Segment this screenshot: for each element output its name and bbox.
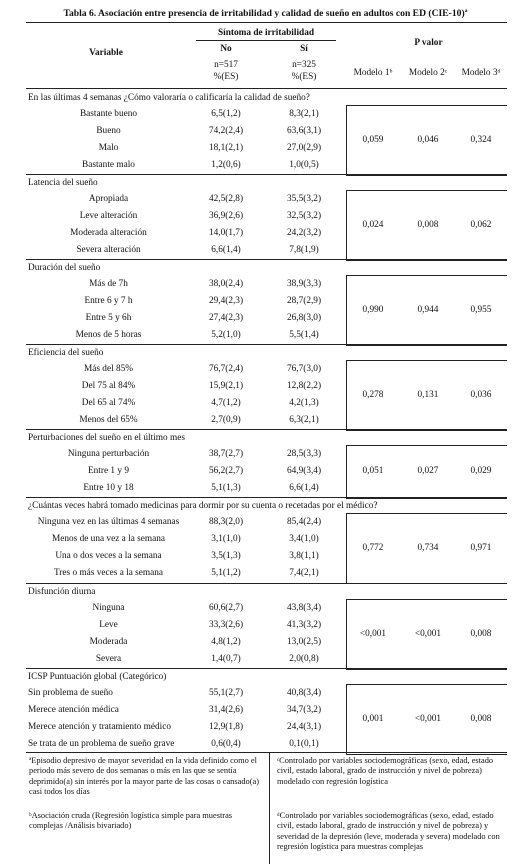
cell-si: 5,5(1,4): [289, 330, 319, 340]
cell-si: 4,2(1,3): [289, 398, 319, 408]
row-label: Sin problema de sueño: [28, 688, 113, 698]
p-box-bottom: [346, 345, 507, 346]
p-box-bottom: [346, 669, 507, 670]
p-box-left: [346, 513, 347, 583]
header-si-es: %(ES): [291, 72, 317, 82]
cell-no: 15,9(2,1): [208, 381, 244, 391]
cell-si: 85,4(2,4): [286, 517, 322, 527]
p-value-modelo1: 0,001: [362, 713, 384, 724]
p-box-left: [346, 105, 347, 175]
cell-si: 7,4(2,1): [289, 568, 319, 578]
p-value-modelo1: 0,024: [362, 219, 384, 230]
header-si: Sí: [300, 44, 308, 54]
p-value-modelo3: 0,324: [470, 134, 492, 145]
p-value-modelo2: 0,027: [417, 466, 439, 476]
row-label: Bueno: [96, 126, 121, 136]
p-value-modelo1: 0,772: [362, 542, 384, 553]
cell-no: 42,5(2,8): [208, 194, 244, 204]
header-modelo3: Modelo 3ᵈ: [461, 68, 501, 78]
cell-no: 31,4(2,6): [208, 705, 244, 715]
row-label: Entre 10 y 18: [83, 483, 134, 493]
p-value-modelo1: 0,059: [362, 134, 384, 145]
cell-si: 6,6(1,4): [289, 483, 319, 493]
row-label: Merece atención y tratamiento médico: [28, 722, 172, 732]
section-title: Duración del sueño: [28, 263, 101, 273]
section-title: En las últimas 4 semanas ¿Cómo valoraría o calificaría la calidad de sueño?: [28, 93, 310, 103]
cell-si: 28,7(2,9): [286, 296, 322, 306]
section-rule: [26, 668, 507, 669]
cell-no: 6,5(1,2): [211, 109, 241, 119]
cell-si: 26,8(3,0): [286, 313, 322, 323]
section-rule: [26, 174, 507, 175]
cell-no: 4,8(1,2): [211, 637, 241, 647]
p-value-modelo1: <0,001: [359, 628, 387, 639]
section-title: Eficiencia del sueño: [28, 348, 104, 358]
cell-no: 18,1(2,1): [208, 143, 244, 153]
p-box-top: [346, 445, 507, 446]
cell-si: 7,8(1,9): [289, 245, 319, 255]
header-modelo2: Modelo 2ᶜ: [408, 68, 448, 78]
cell-si: 12,8(2,2): [286, 381, 322, 391]
header-si-n: n=325: [292, 60, 316, 70]
rule-header-bottom: [26, 88, 507, 89]
p-box-left: [346, 275, 347, 345]
p-box-bottom: [346, 175, 507, 176]
cell-no: 6,6(1,4): [211, 245, 241, 255]
p-box-left: [346, 684, 347, 754]
row-label: Del 75 al 84%: [81, 381, 136, 391]
p-value-modelo2: 0,131: [417, 389, 439, 400]
p-value-modelo2: <0,001: [414, 628, 442, 639]
cell-si: 35,5(3,2): [286, 194, 322, 204]
p-value-modelo2: 0,046: [417, 134, 439, 145]
header-no-n: n=517: [214, 60, 238, 70]
cell-si: 40,8(3,4): [286, 688, 322, 698]
cell-no: 12,9(1,8): [208, 722, 244, 732]
cell-si: 34,7(3,2): [286, 705, 322, 715]
p-box-top: [346, 275, 507, 276]
p-value-modelo3: 0,955: [470, 304, 492, 315]
cell-si: 13,0(2,5): [286, 637, 322, 647]
p-value-modelo1: 0,990: [362, 304, 384, 315]
p-box-top: [346, 360, 507, 361]
cell-no: 5,1(1,2): [211, 568, 241, 578]
section-title: ¿Cuántas veces habrá tomado medicinas para dormir por su cuenta o recetadas por el médico?: [28, 501, 378, 511]
row-label: Menos del 65%: [79, 415, 138, 425]
p-box-top: [346, 684, 507, 685]
p-value-modelo3: 0,008: [470, 628, 492, 639]
row-label: Se trata de un problema de sueño grave: [28, 739, 175, 749]
section-rule: [26, 344, 507, 345]
cell-no: 76,7(2,4): [208, 364, 244, 374]
row-label: Entre 6 y 7 h: [84, 296, 133, 306]
row-label: Ninguna vez en las últimas 4 semanas: [37, 517, 180, 527]
cell-no: 2,7(0,9): [211, 415, 241, 425]
section-rule: [26, 429, 507, 430]
section-title: Disfunción diurna: [28, 587, 96, 597]
cell-no: 29,4(2,3): [208, 296, 244, 306]
footnote-d: ᵈControlado por variables sociodemográficas (sexo, edad, estado civil, estado laboral, grado de instrucción y nivel de pobreza) y severidad de la depresión (leve, moderada y severa) modelado con regresión logística para muestras complejas: [277, 811, 500, 852]
cell-si: 0,1(0,1): [289, 739, 319, 749]
cell-si: 63,6(3,1): [286, 126, 322, 136]
footnote-b: ᵇAsociación cruda (Regresión logística simple para muestras complejas /Análisis bivariado): [29, 811, 233, 831]
cell-no: 3,5(1,3): [211, 551, 241, 561]
p-value-modelo3: 0,062: [470, 219, 492, 230]
cell-si: 6,3(2,1): [289, 415, 319, 425]
section-rule: [26, 259, 507, 260]
row-label: Tres o más veces a la semana: [53, 568, 164, 578]
row-label: Malo: [98, 143, 119, 153]
row-label: Bastante bueno: [79, 109, 138, 119]
header-variable: Variable: [89, 48, 123, 58]
row-label: Leve alteración: [79, 211, 138, 221]
footnote-a: ªEpisodio depresivo de mayor severidad en la vida definido como el periodo más severo de dos semanas o más en las que se sentía deprimido(a) sin interés por la mayor parte de las cosas o cansado(a) casi todos los días: [29, 756, 259, 797]
p-value-modelo3: 0,971: [470, 542, 492, 553]
row-label: Severa alteración: [76, 245, 141, 255]
p-box-top: [346, 190, 507, 191]
cell-si: 76,7(3,0): [286, 364, 322, 374]
cell-no: 1,2(0,6): [211, 160, 241, 170]
p-box-left: [346, 190, 347, 260]
p-box-bottom: [346, 260, 507, 261]
row-label: Más de 7h: [89, 279, 128, 289]
cell-si: 43,8(3,4): [286, 603, 322, 613]
row-label: Entre 1 y 9: [87, 466, 130, 476]
p-value-modelo2: 0,944: [417, 304, 439, 315]
p-value-modelo3: 0,008: [470, 713, 492, 724]
cell-no: 38,7(2,7): [208, 449, 244, 459]
cell-si: 3,4(1,0): [289, 534, 319, 544]
cell-no: 0,6(0,4): [211, 739, 241, 749]
row-label: Menos de una vez a la semana: [51, 534, 166, 544]
p-value-modelo2: <0,001: [414, 713, 442, 724]
p-box-top: [346, 513, 507, 514]
p-value-modelo3: 0,036: [470, 389, 492, 400]
cell-si: 64,9(3,4): [286, 466, 322, 476]
row-label: Del 65 al 74%: [81, 398, 136, 408]
cell-no: 55,1(2,7): [208, 688, 244, 698]
p-box-bottom: [346, 498, 507, 499]
p-value-modelo1: 0,278: [362, 389, 384, 400]
row-label: Entre 5 y 6h: [85, 313, 132, 323]
cell-si: 2,0(0,8): [289, 654, 319, 664]
cell-no: 5,1(1,3): [211, 483, 241, 493]
row-label: Más del 85%: [83, 364, 134, 374]
p-box-left: [346, 360, 347, 430]
cell-no: 33,3(2,6): [208, 620, 244, 630]
p-box-top: [346, 599, 507, 600]
p-value-modelo1: 0,051: [362, 466, 384, 476]
cell-no: 38,0(2,4): [208, 279, 244, 289]
row-label: Moderada alteración: [70, 228, 147, 238]
section-title: Latencia del sueño: [28, 178, 98, 188]
row-label: Una o dos veces a la semana: [55, 551, 162, 561]
cell-no: 56,2(2,7): [208, 466, 244, 476]
header-sintoma: Síntoma de irritabilidad: [217, 28, 315, 38]
p-box-left: [346, 599, 347, 669]
p-box-bottom: [346, 754, 507, 755]
rule-table-bottom: [26, 752, 507, 753]
section-title: Perturbaciones del sueño en el último mes: [28, 433, 185, 443]
row-label: Moderada: [89, 637, 128, 647]
header-no-es: %(ES): [213, 72, 239, 82]
cell-si: 41,3(3,2): [286, 620, 322, 630]
footnote-divider: [269, 752, 270, 864]
p-value-modelo2: 0,734: [417, 542, 439, 553]
row-label: Ninguna: [92, 603, 125, 613]
cell-no: 1,4(0,7): [211, 654, 241, 664]
cell-si: 32,5(3,2): [286, 211, 322, 221]
section-rule: [26, 497, 507, 498]
row-label: Menos de 5 horas: [75, 330, 142, 340]
header-modelo1: Modelo 1ᵇ: [353, 68, 393, 78]
section-rule: [26, 583, 507, 584]
cell-si: 38,9(3,3): [286, 279, 322, 289]
cell-no: 74,2(2,4): [208, 126, 244, 136]
cell-no: 3,1(1,0): [211, 534, 241, 544]
p-value-modelo3: 0,029: [470, 466, 492, 476]
p-box-top: [346, 105, 507, 106]
rule-top: [26, 22, 507, 23]
cell-si: 24,2(3,2): [286, 228, 322, 238]
row-label: Bastante malo: [82, 160, 135, 170]
row-label: Merece atención médica: [28, 705, 119, 715]
row-label: Severa: [95, 654, 122, 664]
row-label: Apropiada: [88, 194, 129, 204]
header-no: No: [220, 44, 232, 54]
cell-no: 4,7(1,2): [211, 398, 241, 408]
p-value-modelo2: 0,008: [417, 219, 439, 230]
cell-no: 5,2(1,0): [211, 330, 241, 340]
p-box-bottom: [346, 430, 507, 431]
cell-si: 1,0(0,5): [289, 160, 319, 170]
header-p-valor: P valor: [414, 38, 443, 48]
cell-no: 14,0(1,7): [208, 228, 244, 238]
section-title: ICSP Puntuación global (Categórico): [28, 672, 167, 682]
cell-no: 36,9(2,6): [208, 211, 244, 221]
cell-si: 27,0(2,9): [286, 143, 322, 153]
cell-no: 88,3(2,0): [208, 517, 244, 527]
rule-sintoma: [196, 40, 336, 41]
table-caption: Tabla 6. Asociación entre presencia de irritabilidad y calidad de sueño en adultos con ED (CIE-10)ª: [63, 8, 468, 19]
cell-si: 28,5(3,3): [286, 449, 322, 459]
cell-si: 24,4(3,1): [286, 722, 322, 732]
p-box-left: [346, 445, 347, 498]
cell-si: 3,8(1,1): [289, 551, 319, 561]
row-label: Ninguna perturbación: [67, 449, 150, 459]
cell-no: 60,6(2,7): [208, 603, 244, 613]
cell-si: 8,3(2,1): [289, 109, 319, 119]
footnote-c: ᶜControlado por variables sociodemográficas (sexo, edad, estado civil, estado laboral, grado de instrucción y nivel de pobreza) modelado con regresión logística: [277, 756, 494, 786]
row-label: Leve: [99, 620, 118, 630]
cell-no: 27,4(2,3): [208, 313, 244, 323]
